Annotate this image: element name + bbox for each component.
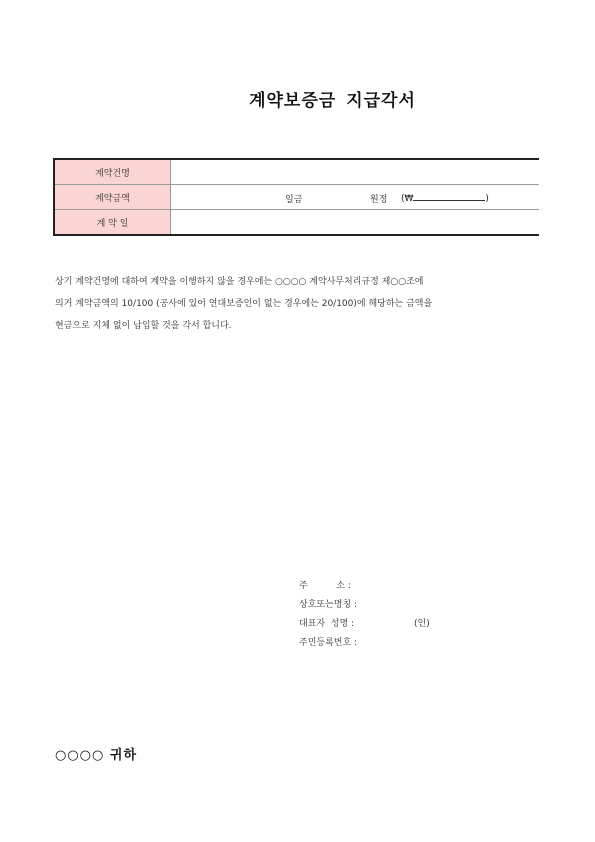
document-title: [0, 86, 595, 111]
pledge-text: [55, 271, 525, 337]
amount-paren-open: (₩: [401, 194, 414, 204]
table-row-contract-name: [54, 159, 539, 185]
representative-label: 대표자 성명 :: [299, 619, 355, 629]
contract-date-value[interactable]: [171, 210, 540, 236]
contract-amount-value[interactable]: [171, 185, 540, 210]
address-row: [299, 577, 357, 596]
amount-figure: [401, 192, 489, 204]
addressee: ○○○○ 귀하: [55, 748, 138, 763]
table-row-contract-amount: [54, 185, 539, 210]
pledge-line-3: 현금으로 지체 없이 납입할 것을 각서 합니다.: [55, 321, 232, 331]
amount-paren-close: ): [485, 194, 489, 204]
address-label: 주 소 :: [299, 581, 351, 591]
company-label: 상호또는명칭 :: [299, 600, 358, 610]
contract-info-table: [53, 158, 539, 236]
contract-date-label: 계 약 일: [54, 210, 171, 236]
table-row-contract-date: [54, 210, 539, 236]
amount-won-text: 원정: [370, 195, 388, 205]
company-row: [299, 596, 357, 615]
pledge-line-2: 의거 계약금액의 10/100 (공사에 있어 연대보증인이 없는 경우에는 20/100)에 해당하는 금액을: [55, 299, 433, 309]
contract-name-value[interactable]: [171, 159, 540, 185]
pledge-line-1: 상기 계약건명에 대하여 계약을 이행하지 않을 경우에는 ○○○○ 계약사무처리규정 제○○조에: [55, 277, 424, 287]
title-part-2: 지급각서: [346, 91, 416, 111]
signature-block: [299, 577, 430, 653]
contract-name-label: 계약건명: [54, 159, 171, 185]
resident-number-label: 주민등록번호 :: [299, 638, 358, 648]
representative-row: [299, 615, 430, 634]
contract-amount-label: 계약금액: [54, 185, 171, 210]
amount-blank-line: [413, 192, 485, 201]
resident-number-row: [299, 634, 357, 653]
seal-mark: (인): [414, 619, 430, 629]
amount-unit-text: 일금: [285, 195, 303, 205]
title-part-1: 계약보증금: [249, 91, 337, 111]
